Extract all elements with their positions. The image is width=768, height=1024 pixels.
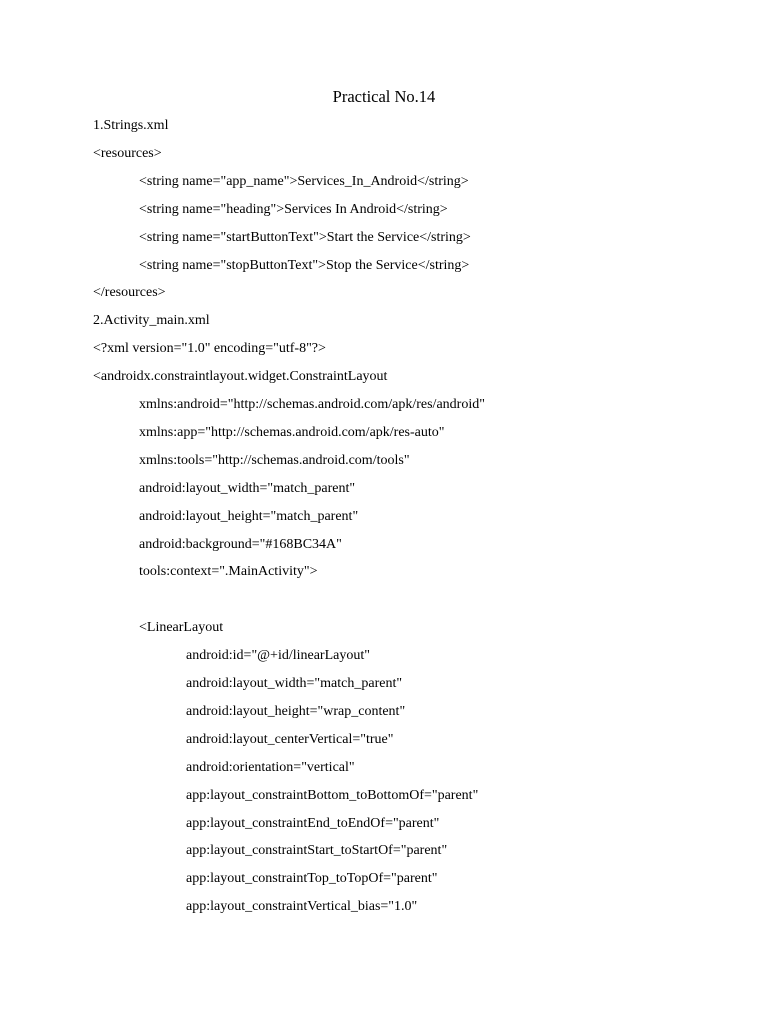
code-line: <?xml version="1.0" encoding="utf-8"?> (93, 341, 326, 357)
code-line: 2.Activity_main.xml (93, 313, 210, 329)
code-line: </resources> (93, 285, 166, 301)
code-line: app:layout_constraintBottom_toBottomOf="parent" (186, 787, 479, 803)
code-line: android:layout_width="match_parent" (186, 676, 403, 691)
code-line: android:id="@+id/linearLayout" (186, 648, 370, 664)
code-line: app:layout_constraintEnd_toEndOf="parent" (186, 815, 440, 831)
code-line: app:layout_constraintTop_toTopOf="parent" (186, 871, 438, 887)
code-line: app:layout_constraintVertical_bias="1.0" (186, 899, 418, 915)
code-line: xmlns:tools="http://schemas.android.com/tools" (139, 452, 410, 468)
code-line: app:layout_constraintStart_toStartOf="parent" (186, 843, 448, 859)
code-line: android:layout_width="match_parent" (139, 480, 356, 496)
code-line: tools:context=".MainActivity"> (139, 564, 318, 580)
page-title: Practical No.14 (332, 87, 436, 106)
code-line: 1.Strings.xml (93, 118, 169, 133)
code-line: android:layout_height="wrap_content" (186, 703, 406, 719)
code-line: xmlns:android="http://schemas.android.com/apk/res/android" (139, 397, 485, 412)
code-line: <resources> (93, 145, 162, 161)
code-line: <string name="heading">Services In Android</string> (139, 201, 448, 217)
code-line: <string name="app_name">Services_In_Android</string> (139, 173, 469, 189)
code-line: <androidx.constraintlayout.widget.ConstraintLayout (93, 369, 388, 385)
code-line: <LinearLayout (139, 620, 224, 636)
code-line: <string name="stopButtonText">Stop the Service</string> (139, 257, 470, 273)
code-line: <string name="startButtonText">Start the Service</string> (139, 229, 471, 245)
code-line: xmlns:app="http://schemas.android.com/apk/res-auto" (139, 424, 445, 440)
code-line: android:background="#168BC34A" (139, 536, 342, 552)
code-line: android:orientation="vertical" (186, 759, 355, 775)
code-line: android:layout_centerVertical="true" (186, 731, 394, 747)
code-line: android:layout_height="match_parent" (139, 508, 359, 524)
